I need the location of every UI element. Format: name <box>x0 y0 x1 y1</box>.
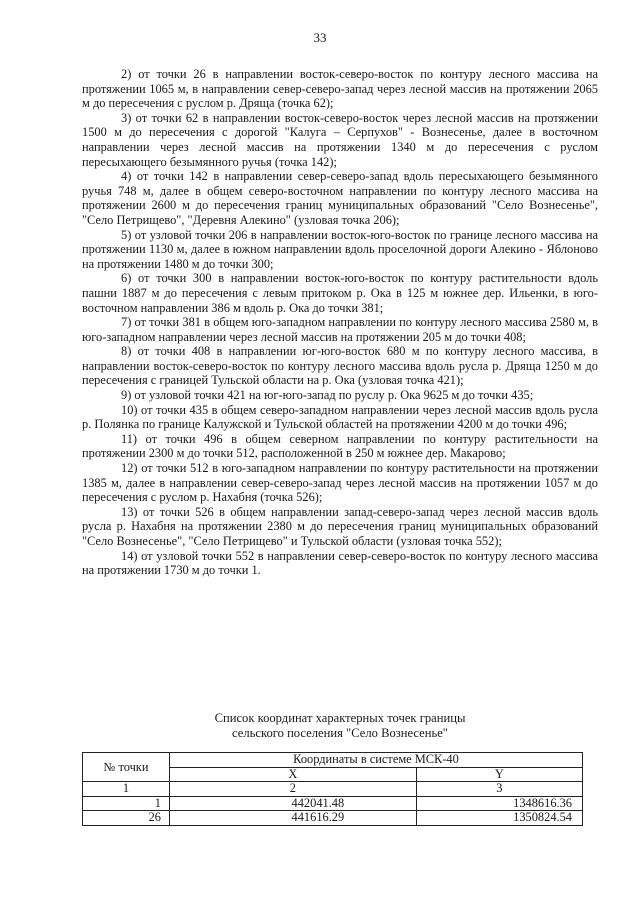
paragraph-2: 2) от точки 26 в направлении восток-северо-восток по контуру лесного массива на протяжении 1065 м, в направлении север-северо-запад через лесной массив на протяжении 2065 м до пересечения с руслом р. Дряща (точка 62); <box>82 67 598 111</box>
table-header-row <box>83 753 583 768</box>
header-point-number: № точки <box>83 753 170 782</box>
paragraph-10: 10) от точки 435 в общем северо-западном направлении через лесной массив вдоль русла р. Полянка по границе Калужской и Тульской областей на протяжении 4200 м до точки 496; <box>82 402 598 432</box>
paragraph-12: 12) от точки 512 в юго-западном направлении по контуру растительности на протяжении 1385 м, далее в направлении север-северо-запад через лесной массив на протяжении 1057 м до пересечения с руслом р. Нахабня (точка 526); <box>82 461 598 505</box>
paragraph-9: 9) от узловой точки 421 на юг-юго-запад по руслу р. Ока 9625 м до точки 435; <box>121 388 534 403</box>
index-cell: 2 <box>170 782 417 797</box>
header-coordinate-system: Координаты в системе МСК-40 <box>170 753 583 768</box>
boundary-description <box>82 67 598 578</box>
table-title <box>82 711 598 741</box>
point-number-cell: 26 <box>83 811 170 826</box>
index-cell: 3 <box>416 782 582 797</box>
x-coordinate-cell: 441616.29 <box>170 811 417 826</box>
table-index-row <box>83 782 583 797</box>
paragraph-14: 14) от узловой точки 552 в направлении север-северо-восток по контуру лесного массива на протяжении 1730 м до точки 1. <box>82 548 598 578</box>
table-title-line-1: Список координат характерных точек границы <box>214 711 466 725</box>
coordinates-table <box>82 752 583 826</box>
table-row <box>83 811 583 826</box>
table-title-line-2: сельского поселения "Село Вознесенье" <box>232 726 448 740</box>
index-cell: 1 <box>83 782 170 797</box>
point-number-cell: 1 <box>83 796 170 811</box>
paragraph-3: 3) от точки 62 в направлении восток-северо-восток через лесной массив на протяжении 1500 м до пересечения с дорогой "Калуга – Серпухов" - Вознесенье, далее в восточном направлении через лесной массив на протяжении 1340 м до пересечения с руслом пересыхающего безымянного ручья (точка 142); <box>82 110 598 169</box>
header-x: X <box>170 767 417 782</box>
paragraph-4: 4) от точки 142 в направлении север-северо-запад вдоль пересыхающего безымянного ручья 748 м, далее в общем северо-восточном направлении по контуру лесного массива на протяжении 2600 м до пересечения границ муниципальных образований "Село Вознесенье", "Село Петрищево", "Деревня Алекино" (узловая точка 206); <box>82 169 598 227</box>
paragraph-7: 7) от точки 381 в общем юго-западном направлении по контуру лесного массива 2580 м, в юго-западном направлении через лесной массив на протяжении 205 м до точки 408; <box>82 315 598 344</box>
paragraph-6: 6) от точки 300 в направлении восток-юго-восток по контуру растительности вдоль пашни 1887 м до пересечения с левым притоком р. Ока в 125 м южнее дер. Ильенки, в юго-восточном направлении 386 м вдоль р. Ока до точки 381; <box>82 271 598 315</box>
paragraph-8: 8) от точки 408 в направлении юг-юго-восток 680 м по контуру лесного массива, в направлении восток-северо-восток по контуру лесного массива вдоль русла р. Дряща 1250 м до пересечения с границей Тульской области на р. Ока (узловая точка 421); <box>82 344 598 388</box>
table-row <box>83 796 583 811</box>
paragraph-11: 11) от точки 496 в общем северном направлении по контуру растительности на протяжении 2300 м до точки 512, расположенной в 250 м южнее дер. Макарово; <box>82 431 598 461</box>
header-y: Y <box>416 767 582 782</box>
page-number: 33 <box>313 30 327 45</box>
y-coordinate-cell: 1348616.36 <box>416 796 582 811</box>
y-coordinate-cell: 1350824.54 <box>416 811 582 826</box>
x-coordinate-cell: 442041.48 <box>170 796 417 811</box>
paragraph-13: 13) от точки 526 в общем направлении запад-северо-запад через лесной массив вдоль русла р. Нахабня на протяжении 2380 м до пересечения границ муниципальных образований "Село Вознесенье", "Село Петрищево" и Тульской области (узловая точка 552); <box>82 504 598 548</box>
paragraph-5: 5) от узловой точки 206 в направлении восток-юго-восток по границе лесного массива на протяжении 1130 м, далее в южном направлении вдоль проселочной дороги Алекино - Яблоново на протяжении 1480 м до точки 300; <box>82 227 598 271</box>
